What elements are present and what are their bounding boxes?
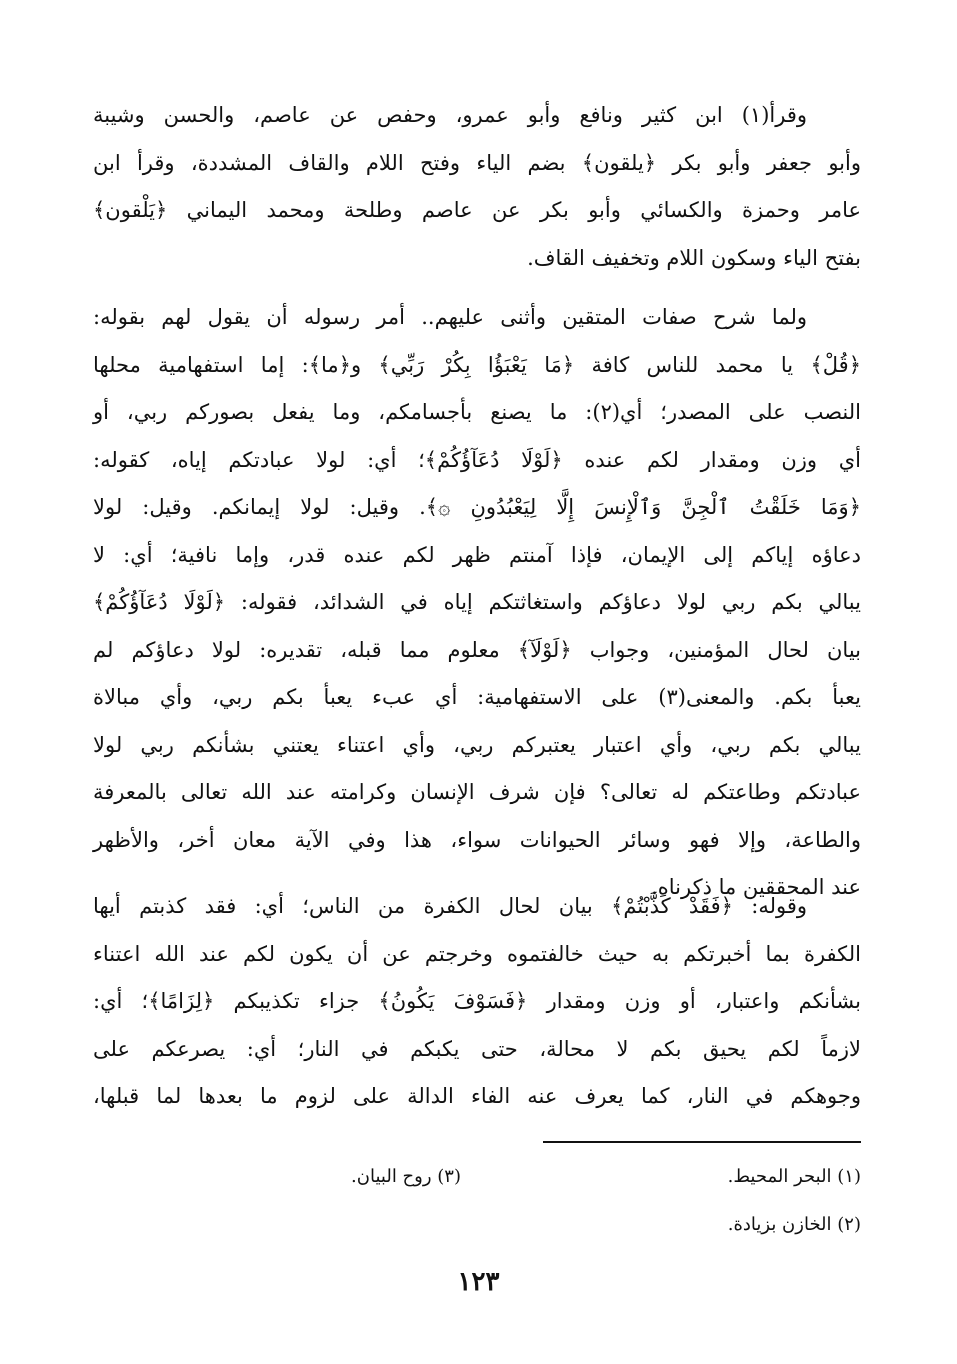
paragraph-disbelievers <box>93 883 861 1121</box>
text-line: النصب على المصدر؛ أي(٢): ما يصنع بأجسامكم، وما يفعل بصوركم ربي، أو <box>93 400 861 424</box>
text-line: بشأنكم واعتبار، أو وزن ومقدار ﴿فَسَوْفَ يَكُونُ﴾ جزاء تكذيبكم ﴿لِزَامًا﴾؛ أي: <box>93 989 861 1013</box>
text-line: عبادتكم وطاعتكم له تعالى؟ فإن شرف الإنسان وكرامته عند الله تعالى بالمعرفة <box>93 780 861 804</box>
text-line: يبالي بكم ربي، وأي اعتبار يعتبركم ربي، وأي اعتناء يعتني بشأنكم ربي لولا <box>93 732 861 757</box>
text-line: عامر وحمزة والكسائي وأبو بكر عن عاصم وطلحة ومحمد اليماني ﴿يَلْقون﴾ <box>93 198 861 222</box>
footnote-row <box>93 1162 861 1192</box>
text-line: وأبو جعفر وأبو بكر ﴿يلقون﴾ بضم الياء وفتح اللام والقاف المشددة، وقرأ ابن <box>93 150 861 175</box>
text-line: ولما شرح صفات المتقين وأثنى عليهم.. أمر رسوله أن يقول لهم بقوله: <box>93 305 807 329</box>
text-line: والطاعة، وإلا فهو وسائر الحيوانات سواء، هذا وفي الآية معان أخر، والأظهر <box>93 827 861 852</box>
paragraph-readings <box>93 92 861 282</box>
footnote-divider <box>543 1141 861 1143</box>
text-line: الكفرة بما أخبرتكم به حيث خالفتموه وخرجتم عن أن يكون لكم عند الله اعتناء <box>93 941 861 966</box>
text-line: وقرأ(١) ابن كثير ونافع وأبو عمرو، وحفص عن عاصم، والحسن وشيبة <box>93 103 807 127</box>
text-line: ﴿قُلْ﴾ يا محمد للناس كافة ﴿مَا يَعْبَؤُا بِكُرْ رَبِّي﴾ و﴿ما﴾: إما استفهامية محلها <box>93 352 861 377</box>
paragraph-commentary <box>93 294 861 912</box>
text-line: بيان لحال المؤمنين، وجواب ﴿لَوْلَآ﴾ معلوم مما قبله، تقديره: لولا دعاؤكم لم <box>93 637 861 662</box>
text-line: دعاؤه إياكم إلى الإيمان، فإذا آمنتم ظهر لكم عنده قدر، وإما نافية؛ أي: لا <box>93 542 861 567</box>
text-line: بفتح الياء وسكون اللام وتخفيف القاف. <box>527 245 861 270</box>
text-line: أي وزن ومقدار لكم عنده ﴿لَوْلَا دُعَآؤُكُمْ﴾؛ أي: لولا عبادتكم إياه، كقوله: <box>93 447 861 472</box>
footnote-1: (١) البحر المحيط. <box>727 1166 861 1187</box>
text-line: ﴿وَمَا خَلَقْتُ ٱلْجِنَّ وَٱلْإِنسَ إِلَّا لِيَعْبُدُونِ ۞﴾. وقيل: لولا إيمانكم. وقيل: لولا <box>93 495 861 519</box>
footnote-2: (٢) الخازن بزيادة. <box>727 1214 861 1235</box>
text-line: وقوله: ﴿فَقَدْ كَذَّبْتُمْ﴾ بيان لحال الكفرة من الناس؛ أي: فقد كذبتم أيها <box>93 894 807 918</box>
text-line: عند المحققين ما ذكرناه. <box>651 875 861 899</box>
text-line: وجوهكم في النار، كما يعرف عنه الفاء الدالة على لزوم ما بعدها لما قبلها، <box>93 1084 861 1108</box>
text-line: يبالي بكم ربي لولا دعاؤكم واستغاثتكم إياه في الشدائد، فقوله: ﴿لَوْلَا دُعَآؤُكُمْ﴾ <box>93 590 861 614</box>
footnote-row <box>93 1210 861 1240</box>
page-number: ١٢٣ <box>457 1267 500 1297</box>
text-line: لازماً لكم يحيق بكم لا محالة، حتى يكبكم في النار؛ أي: يصرعكم على <box>93 1036 861 1061</box>
text-line: يعبأ بكم. والمعنى(٣) على الاستفهامية: أي عبء يعبأ بكم ربي، وأي مبالاة <box>93 685 861 709</box>
footnote-3: (٣) روح البيان. <box>351 1166 461 1187</box>
